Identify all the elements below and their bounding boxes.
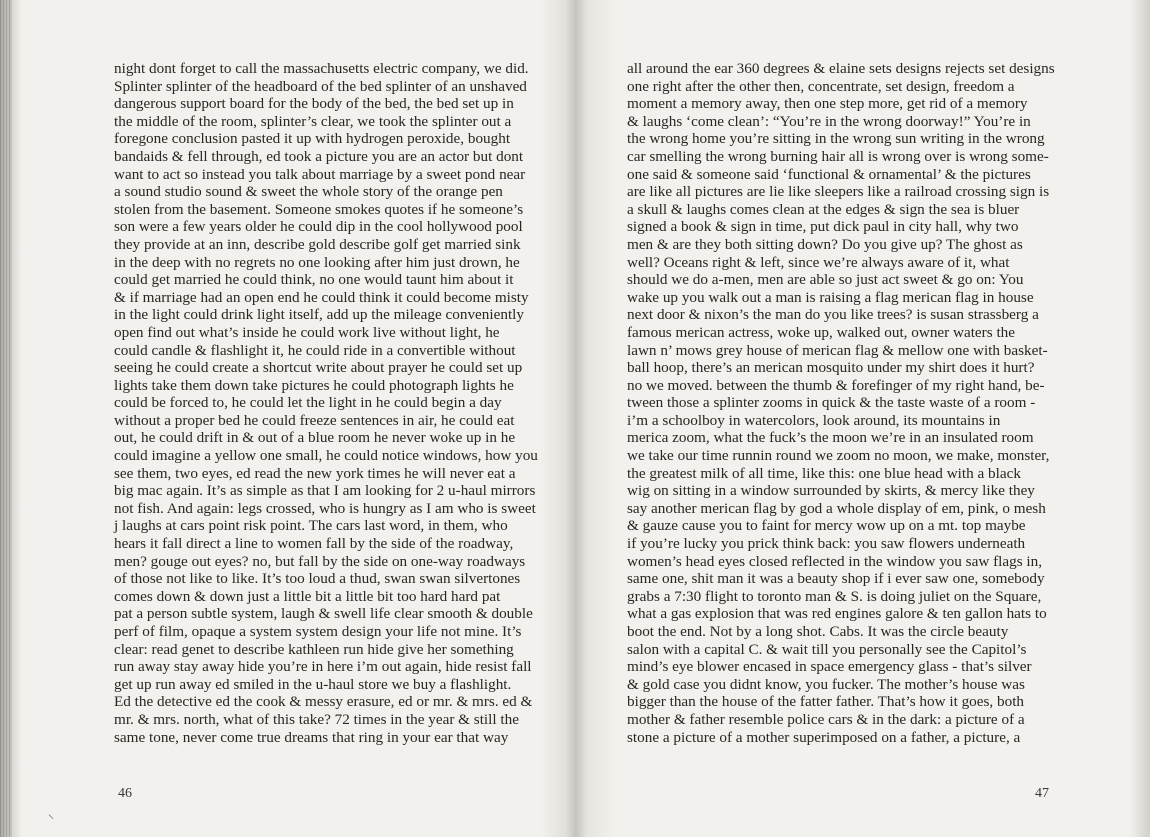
text-line: bigger than the house of the fatter father. That’s how it goes, both [627, 693, 1025, 711]
text-line: what a gas explosion that was red engines galore & ten gallon hats to [627, 605, 1047, 623]
text-line: night dont forget to call the massachusetts electric company, we did. [114, 60, 529, 77]
text-line: stolen from the basement. Someone smokes quotes if he someone’s [114, 200, 524, 218]
text-line: one said & someone said ‘functional & ornamental’ & the pictures [627, 165, 1031, 183]
page-number-left: 46 [118, 786, 132, 801]
text-line: clear: read genet to describe kathleen run hide give her something [114, 640, 514, 658]
text-line: the wrong home you’re sitting in the wrong sun writing in the wrong [627, 130, 1045, 148]
text-line: all around the ear 360 degrees & elaine sets designs rejects set designs [627, 60, 1055, 77]
text-line: perf of film, opaque a system system design your life not mine. It’s [114, 623, 522, 640]
text-line: could imagine a yellow one small, he could notice windows, how you [114, 447, 538, 465]
text-line: big mac again. It’s as simple as that I am looking for 2 u-haul mirrors [114, 482, 536, 500]
text-line: not fish. And again: legs crossed, who is hungry as I am who is sweet [114, 499, 536, 517]
text-line: signed a book & sign in time, put dick paul in city hall, why two [627, 218, 1019, 236]
corner-mark: ⸌ [48, 812, 55, 826]
text-line: should we do a-men, men are able so just act sweet & go on: You [627, 271, 1024, 289]
text-line: dangerous support board for the body of the bed, the bed set up in [114, 95, 514, 113]
text-line: wig on sitting in a window surrounded by skirts, & mercy like they [627, 482, 1035, 500]
text-line: see them, two eyes, ed read the new york times he will never eat a [114, 464, 516, 482]
text-line: foregone conclusion pasted it up with hydrogen peroxide, bought [114, 130, 511, 148]
text-line: if you’re lucky you prick think back: you saw flowers underneath [627, 535, 1026, 553]
text-line: i’m a schoolboy in watercolors, look around, its mountains in [627, 411, 1001, 429]
text-line: in the deep with no regrets no one looking after him just drown, he [114, 253, 520, 271]
text-line: a sound studio sound & sweet the whole story of the orange pen [114, 183, 503, 201]
text-line: Splinter splinter of the headboard of the bed splinter of an unshaved [114, 77, 527, 95]
text-line: j laughs at cars point risk point. The cars last word, in them, who [114, 517, 508, 535]
text-line: merica zoom, what the fuck’s the moon we’re in an insulated room [627, 429, 1034, 447]
text-line: the greatest milk of all time, like this: one blue head with a black [627, 464, 1021, 482]
text-line: lawn n’ mows grey house of merican flag & mellow one with basket- [627, 341, 1048, 359]
page-number-right: 47 [1035, 786, 1049, 801]
text-line: mr. & mrs. north, what of this take? 72 times in the year & still the [114, 710, 519, 728]
text-line: salon with a capital C. & wait till you personally see the Capitol’s [627, 640, 1027, 658]
text-line: mother & father resemble police cars & in the dark: a picture of a [627, 710, 1025, 728]
left-page-text [114, 60, 564, 746]
text-line: in the light could drink light itself, add up the mileage conveniently [114, 306, 524, 324]
text-line: tween those a splinter zooms in quick & the taste waste of a room - [627, 394, 1036, 412]
text-line: they provide at an inn, describe gold describe golf get married sink [114, 235, 521, 253]
page-edge-stack [0, 0, 12, 837]
text-line: stone a picture of a mother superimposed on a father, a picture, a [627, 728, 1021, 746]
text-line: wake up you walk out a man is raising a flag merican flag in house [627, 288, 1034, 306]
text-line: could candle & flashlight it, he could ride in a convertible without [114, 341, 516, 359]
text-line: car smelling the wrong burning hair all is wrong over is wrong some- [627, 147, 1049, 165]
text-line: famous merican actress, woke up, walked out, owner waters the [627, 323, 1015, 341]
text-line: the middle of the room, splinter’s clear, we took the splinter out a [114, 112, 512, 130]
text-line: run away stay away hide you’re in here i’m out again, hide resist fall [114, 658, 532, 676]
text-line: get up run away ed smiled in the u-haul store we buy a flashlight. [114, 675, 512, 693]
text-line: comes down & down just a little bit a little bit too hard hard pat [114, 587, 501, 605]
text-line: one right after the other then, concentrate, set design, freedom a [627, 77, 1015, 95]
text-line: & gold case you didnt know, you fucker. The mother’s house was [627, 675, 1025, 693]
text-line: next door & nixon’s the man do you like trees? is susan strassberg a [627, 306, 1039, 324]
text-line: same one, shit man it was a beauty shop if i ever saw one, somebody [627, 570, 1045, 588]
text-line: women’s head eyes closed reflected in the window you saw flags in, [627, 552, 1043, 570]
right-page [575, 0, 1150, 837]
text-line: & gauze cause you to faint for mercy wow up on a mt. top maybe [627, 517, 1026, 535]
text-line: bandaids & fell through, ed took a picture you are an actor but dont [114, 147, 524, 165]
text-line: without a proper bed he could freeze sentences in air, he could eat [114, 411, 515, 429]
text-line: men? gouge out eyes? no, but fall by the side on one-way roadways [114, 552, 526, 570]
text-line: & if marriage had an open end he could think it could become misty [114, 288, 529, 306]
text-line: we take our time runnin round we zoom no moon, we make, monster, [627, 447, 1050, 465]
text-line: men & are they both sitting down? Do you give up? The ghost as [627, 235, 1023, 253]
text-line: hears it fall direct a line to women fall by the side of the roadway, [114, 535, 514, 553]
text-line: son were a few years older he could dip in the cool hollywood pool [114, 218, 523, 236]
text-line: mind’s eye blower encased in space emergency glass - that’s silver [627, 658, 1032, 676]
text-line: boot the end. Not by a long shot. Cabs. It was the circle beauty [627, 623, 1009, 640]
text-line: could be forced to, he could let the light in he could begin a day [114, 394, 502, 412]
text-line: open find out what’s inside he could work live without light, he [114, 323, 500, 341]
text-line: well? Oceans right & left, since we’re always aware of it, what [627, 253, 1010, 271]
text-line: grabs a 7:30 flight to toronto man & S. is doing juliet on the Square, [627, 587, 1042, 605]
text-line: Ed the detective ed the cook & messy erasure, ed or mr. & mrs. ed & [114, 693, 533, 711]
text-line: out, he could drift in & out of a blue room he never woke up in he [114, 429, 516, 447]
text-line: same tone, never come true dreams that ring in your ear that way [114, 728, 509, 746]
text-line: of those not like to like. It’s too loud a thud, swan swan silvertones [114, 570, 521, 588]
text-line: ball hoop, there’s an merican mosquito under my shirt does it hurt? [627, 359, 1035, 377]
text-line: moment a memory away, then one step more, get rid of a memory [627, 95, 1028, 113]
text-line: a skull & laughs comes clean at the edges & sign the sea is bluer [627, 200, 1020, 218]
text-line: say another merican flag by god a whole display of em, pink, o mesh [627, 499, 1046, 517]
text-line: could get married he could think, no one would taunt him about it [114, 271, 514, 289]
text-line: lights take them down take pictures he could photograph lights he [114, 376, 514, 394]
right-page-text [627, 60, 1127, 746]
text-line: no we moved. between the thumb & forefinger of my right hand, be- [627, 376, 1045, 394]
text-line: seeing he could create a shortcut write about prayer he could set up [114, 359, 523, 377]
text-line: pat a person subtle system, laugh & swell life clear smooth & double [114, 605, 533, 623]
text-line: want to act so instead you talk about marriage by a sweet pond near [114, 165, 526, 183]
text-line: are like all pictures are lie like sleepers like a railroad crossing sign is [627, 183, 1050, 201]
text-line: & laughs ‘come clean’: “You’re in the wrong doorway!” You’re in [627, 112, 1031, 130]
